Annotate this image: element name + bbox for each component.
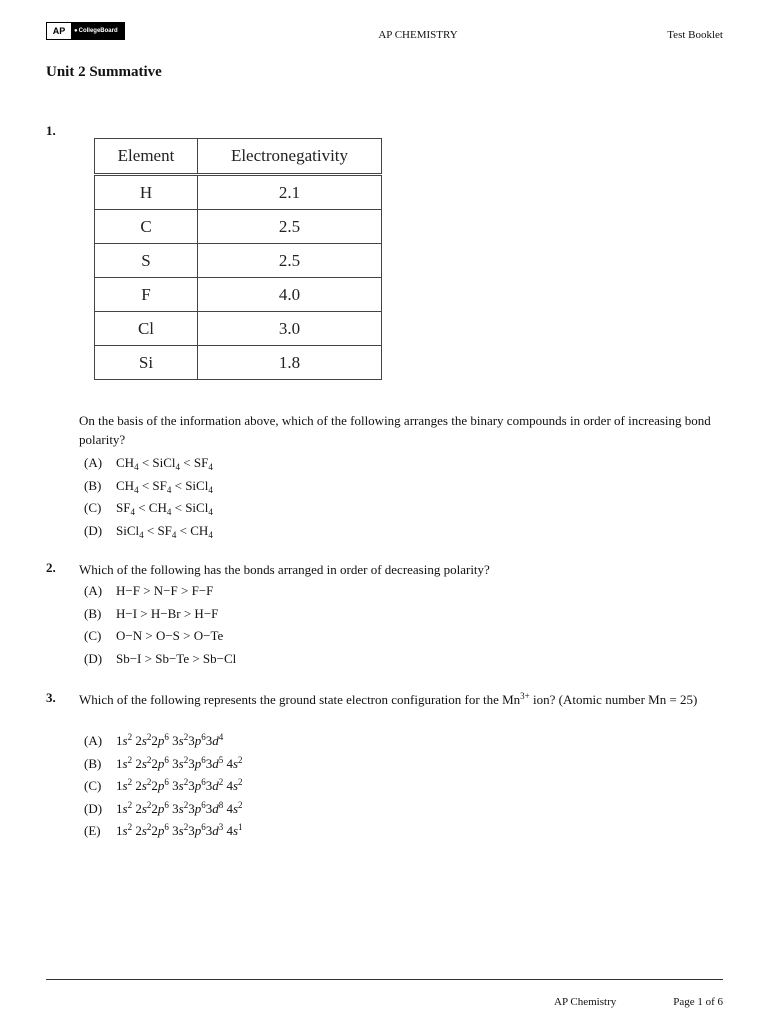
choice-label: (B) [84, 605, 102, 621]
answer-choice-c[interactable] [84, 497, 213, 520]
page-title: Unit 2 Summative [46, 64, 162, 80]
column-header-electronegativity: Electronegativity [198, 139, 382, 175]
choice-label: (C) [84, 628, 102, 643]
table-row [95, 346, 382, 380]
question-2-prompt: Which of the following has the bonds arranged in order of decreasing polarity? [79, 562, 490, 577]
footer-subject: AP Chemistry [554, 996, 617, 1008]
choice-text: $1s^2$ $2s^22p^6$ $3s^23p^63d^2$ $4s^2$ [116, 777, 243, 793]
choice-label: (C) [84, 778, 102, 793]
table-header-row [95, 139, 382, 175]
answer-choice-c[interactable] [84, 625, 236, 648]
choice-text: H−I > H−Br > H−F [116, 605, 219, 621]
answer-choice-e[interactable] [84, 820, 243, 843]
table-row [95, 244, 382, 278]
choice-text: $CH_4 < SF_4$ < SiCl$_4$ [116, 477, 213, 495]
table-row [95, 175, 382, 210]
choice-label: (A) [84, 583, 103, 598]
element-cell: C [95, 210, 198, 244]
logo-collegeboard-text: ● CollegeBoard [71, 23, 124, 39]
question-2-number: 2. [46, 560, 56, 575]
choice-text: $CH_4$ < SiCl$_4$ < $SF_4$ [116, 455, 213, 472]
logo-ap-text: AP [47, 23, 71, 39]
acorn-icon: ● [74, 28, 78, 34]
choice-label: (B) [84, 755, 102, 771]
choice-label: (C) [84, 500, 102, 515]
choice-text: $1s^2$ $2s^22p^6$ $3s^23p^63d^4$ [116, 732, 224, 748]
question-3-choices [84, 730, 243, 843]
choice-text: $1s^2$ $2s^22p^6$ $3s^23p^63d^8$ $4s^2$ [116, 799, 243, 816]
electronegativity-cell: 3.0 [198, 312, 382, 346]
choice-text: $1s^2$ $2s^22p^6$ $3s^23p^63d^3$ $4s^1$ [116, 822, 243, 838]
answer-choice-d[interactable] [84, 798, 243, 821]
electronegativity-cell: 2.1 [198, 175, 382, 210]
choice-text: Sb−I > Sb−Te > Sb−Cl [116, 650, 237, 666]
question-2-choices [84, 580, 236, 670]
choice-label: (E) [84, 823, 101, 838]
page-number: Page 1 of 6 [673, 996, 723, 1008]
element-cell: F [95, 278, 198, 312]
choice-text: $SF_4 < CH_4$ < SiCl$_4$ [116, 500, 213, 517]
question-1-prompt: On the basis of the information above, which of the following arranges the binary compounds in order of increasing bond polarity? [79, 413, 711, 447]
answer-choice-a[interactable] [84, 730, 243, 753]
table-row [95, 278, 382, 312]
electronegativity-cell: 2.5 [198, 210, 382, 244]
answer-choice-b[interactable] [84, 603, 236, 626]
element-cell: Si [95, 346, 198, 380]
choice-text: H−F > N−F > F−F [116, 583, 214, 598]
answer-choice-a[interactable] [84, 452, 213, 475]
answer-choice-d[interactable] [84, 648, 236, 671]
choice-text: $1s^2$ $2s^22p^6$ $3s^23p^63d^5$ $4s^2$ [116, 754, 243, 771]
table-row [95, 210, 382, 244]
column-header-element: Element [95, 139, 198, 175]
choice-label: (D) [84, 522, 103, 538]
element-cell: Cl [95, 312, 198, 346]
answer-choice-d[interactable] [84, 520, 213, 543]
footer-divider [46, 979, 723, 980]
choice-label: (A) [84, 733, 103, 748]
answer-choice-c[interactable] [84, 775, 243, 798]
choice-text: SiCl$_4$ < $SF_4 < CH_4$ [116, 522, 213, 540]
choice-label: (D) [84, 800, 103, 816]
answer-choice-b[interactable] [84, 753, 243, 776]
electronegativity-cell: 2.5 [198, 244, 382, 278]
question-1-choices [84, 452, 213, 542]
choice-label: (B) [84, 477, 102, 493]
question-3-prompt: Which of the following represents the ground state electron configuration for the $Mn^{3+}$ ion? (Atomic number Mn = 25) [79, 691, 698, 707]
question-3-number: 3. [46, 690, 56, 705]
choice-label: (A) [84, 455, 103, 470]
question-1-number: 1. [46, 123, 56, 138]
electronegativity-cell: 1.8 [198, 346, 382, 380]
choice-text: O−N > O−S > O−Te [116, 628, 224, 643]
header-booklet: Test Booklet [667, 29, 723, 41]
electronegativity-table [94, 138, 382, 380]
table-row [95, 312, 382, 346]
header-subject: AP CHEMISTRY [378, 29, 458, 41]
element-cell: H [95, 175, 198, 210]
choice-label: (D) [84, 650, 103, 666]
electronegativity-cell: 4.0 [198, 278, 382, 312]
element-cell: S [95, 244, 198, 278]
answer-choice-a[interactable] [84, 580, 236, 603]
answer-choice-b[interactable] [84, 475, 213, 498]
